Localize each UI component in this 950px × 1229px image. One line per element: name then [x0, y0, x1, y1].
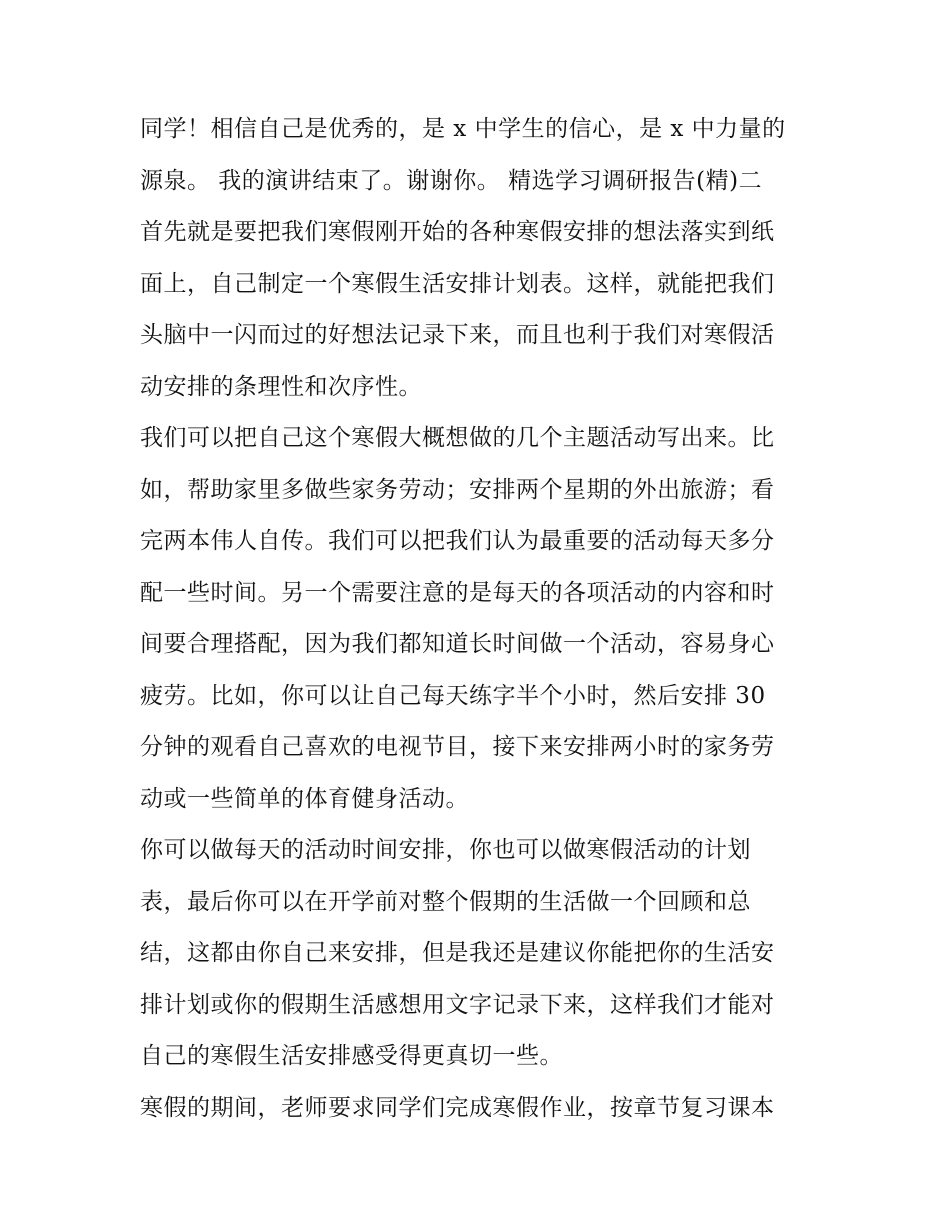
text-line: 如，帮助家里多做些家务劳动；安排两个星期的外出旅游；看 — [140, 476, 775, 503]
text-line: 寒假的期间，老师要求同学们完成寒假作业，按章节复习课本 — [140, 1094, 775, 1121]
text-line: 动或一些简单的体育健身活动。 — [140, 785, 469, 812]
text-line: 排计划或你的假期生活感想用文字记录下来，这样我们才能对 — [140, 991, 775, 1018]
document-body — [140, 104, 820, 1134]
text-line: 分钟的观看自己喜欢的电视节目，接下来安排两小时的家务劳 — [140, 734, 775, 760]
text-line: 完两本伟人自传。我们可以把我们认为最重要的活动每天多分 — [140, 528, 775, 554]
text-line: 表，最后你可以在开学前对整个假期的生活做一个回顾和总 — [140, 888, 751, 915]
text-line: 结，这都由你自己来安排，但是我还是建议你能把你的生活安 — [140, 940, 775, 966]
text-line: 疲劳。比如，你可以让自己每天练字半个小时，然后安排 30 — [140, 682, 766, 709]
text-line: 我们可以把自己这个寒假大概想做的几个主题活动写出来。比 — [140, 425, 775, 451]
text-line: 间要合理搭配，因为我们都知道长时间做一个活动，容易身心 — [140, 631, 775, 657]
text-line: 同学！相信自己是优秀的，是 x 中学生的信心，是 x 中力量的 — [140, 116, 786, 142]
text-line: 头脑中一闪而过的好想法记录下来，而且也利于我们对寒假活 — [140, 322, 775, 348]
text-line: 首先就是要把我们寒假刚开始的各种寒假安排的想法落实到纸 — [140, 219, 775, 245]
text-line: 你可以做每天的活动时间安排，你也可以做寒假活动的计划 — [140, 837, 751, 863]
text-line: 源泉。 我的演讲结束了。谢谢你。 精选学习调研报告(精)二 — [140, 167, 763, 194]
text-line: 面上，自己制定一个寒假生活安排计划表。这样，就能把我们 — [140, 270, 775, 297]
text-line: 自己的寒假生活安排感受得更真切一些。 — [140, 1043, 563, 1069]
text-line: 动安排的条理性和次序性。 — [140, 373, 422, 400]
text-line: 配一些时间。另一个需要注意的是每天的各项活动的内容和时 — [140, 579, 775, 606]
